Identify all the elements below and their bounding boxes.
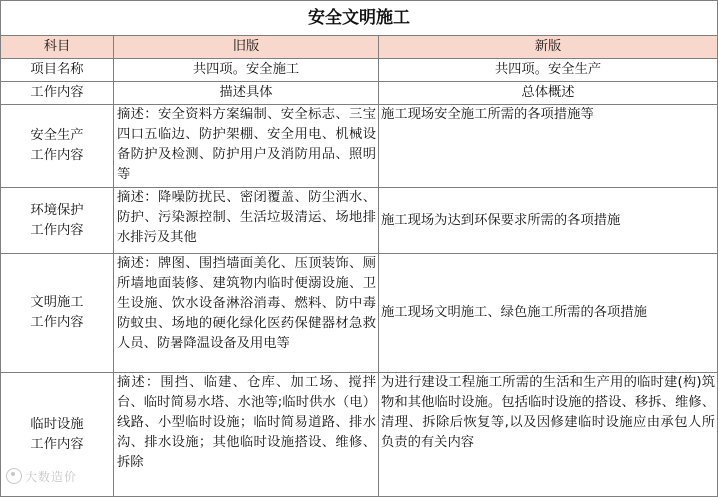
new-version-cell: [379, 373, 718, 497]
table-row: [1, 105, 718, 188]
table-row: [1, 254, 718, 373]
watermark-text: 大数造价: [25, 470, 78, 484]
subject-line: 安全生产: [30, 128, 84, 143]
old-version-text: 摘述：牌图、围挡墙面美化、压顶装饰、厕所墙地面装修、建筑物内临时便溺设施、卫生设施、饮水设备淋浴消毒、燃料、防中毒防蚊虫、场地的硬化绿化医药保健器材急救人员、防暑降温设备及用电等: [117, 256, 376, 351]
new-version-text: 为进行建设工程施工所需的生活和生产用的临时建(构)筑物和其他临时设施。包括临时设施的搭设、移拆、维修、清理、拆除后恢复等,以及因修建临时设施应由承包人所负责的有关内容: [381, 375, 716, 450]
table-row: [1, 188, 718, 254]
new-version-cell: 总体概述: [379, 82, 718, 105]
table-row: [1, 82, 718, 105]
subject-line: 环境保护: [30, 202, 84, 218]
subject-line: 工作内容: [30, 222, 84, 238]
old-version-cell: [114, 373, 379, 497]
header-old-version: 旧版: [114, 36, 379, 59]
subject-line: 临时设施: [30, 416, 84, 432]
header-new-version: 新版: [379, 36, 718, 59]
subject-cell: [1, 188, 114, 254]
header-subject: 科目: [1, 36, 114, 59]
new-version-cell: 施工现场安全施工所需的各项措施等: [379, 105, 718, 188]
subject-line: 工作内容: [30, 148, 84, 163]
subject-cell: [1, 254, 114, 373]
old-version-text: 摘述：安全资料方案编制、安全标志、三宝四口五临边、防护架棚、安全用电、机械设备防护及检测、防护用户及消防用品、照明等: [117, 107, 376, 182]
old-version-cell: [114, 254, 379, 373]
old-version-cell: [114, 105, 379, 188]
old-version-cell: [114, 188, 379, 254]
header-row: [1, 36, 718, 59]
subject-line: 工作内容: [30, 315, 84, 330]
table-title: 安全文明施工: [1, 1, 718, 36]
old-version-cell: 描述具体: [114, 82, 379, 105]
new-version-cell: 施工现场为达到环保要求所需的各项措施: [379, 188, 718, 254]
old-version-text: 摘述：降噪防扰民、密闭覆盖、防尘洒水、防护、污染源控制、生活垃圾清运、场地排水排污及其他: [117, 190, 376, 245]
old-version-text: 摘述：围挡、临建、仓库、加工场、搅拌台、临时简易水塔、水池等;临时供水（电）线路、小型临时设施；临时简易道路、排水沟、排水设施；其他临时设施搭设、维修、拆除: [117, 375, 376, 470]
subject-line: 文明施工: [30, 295, 84, 310]
subject-cell: 项目名称: [1, 59, 114, 82]
subject-cell: [1, 105, 114, 188]
watermark-logo-icon: [6, 468, 22, 484]
new-version-cell: 施工现场文明施工、绿色施工所需的各项措施: [379, 254, 718, 373]
new-version-cell: 共四项。安全生产: [379, 59, 718, 82]
subject-cell: 工作内容: [1, 82, 114, 105]
table-row: [1, 59, 718, 82]
table-row: [1, 373, 718, 497]
old-version-cell: 共四项。安全施工: [114, 59, 379, 82]
subject-line: 工作内容: [30, 436, 84, 452]
watermark: [6, 468, 77, 485]
